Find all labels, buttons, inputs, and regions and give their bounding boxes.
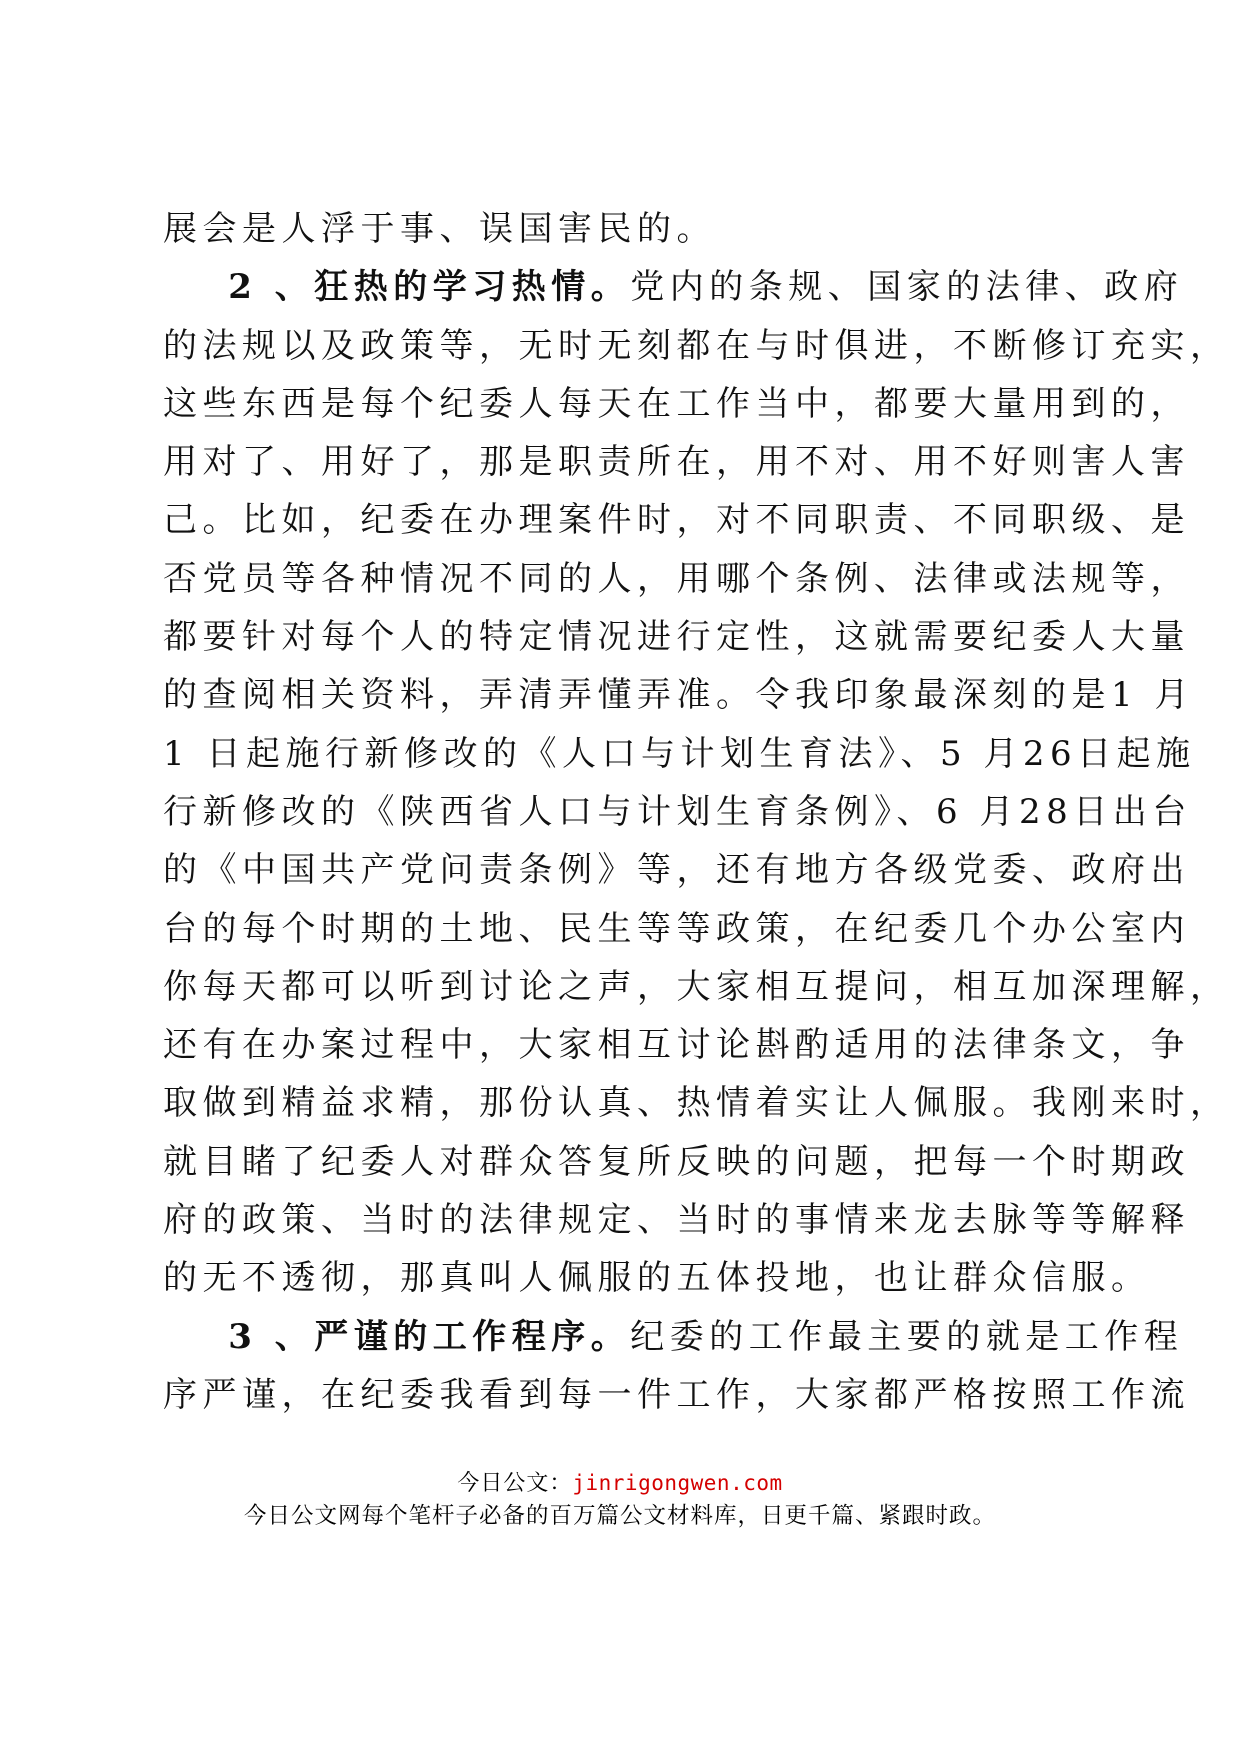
text-line: 己。比如，纪委在办理案件时，对不同职责、不同职级、是 bbox=[163, 500, 1190, 541]
text-line: 序严谨，在纪委我看到每一件工作，大家都严格按照工作流 bbox=[163, 1374, 1190, 1415]
text-line: 的查阅相关资料，弄清弄懂弄准。令我印象最深刻的是1 月 bbox=[163, 675, 1194, 716]
text-line: 1 日起施行新修改的《人口与计划生育法》、5 月26日起施 bbox=[163, 733, 1196, 774]
text-line: 用对了、用好了，那是职责所在，用不对、用不好则害人害 bbox=[163, 442, 1190, 483]
text-line: 这些东西是每个纪委人每天在工作当中，都要大量用到的， bbox=[163, 383, 1190, 424]
section-heading-line: 3 、严谨的工作程序。纪委的工作最主要的就是工作程 bbox=[228, 1316, 1184, 1357]
section-heading-3: 3 、严谨的工作程序。 bbox=[228, 1316, 631, 1357]
footer-site-label: 今日公文： bbox=[457, 1471, 573, 1496]
text-line: 的法规以及政策等，无时无刻都在与时俱进，不断修订充实， bbox=[163, 325, 1230, 366]
text-line: 你每天都可以听到讨论之声，大家相互提问，相互加深理解， bbox=[163, 966, 1230, 1007]
text-line: 展会是人浮于事、误国害民的。 bbox=[163, 209, 716, 249]
footer-site-url[interactable]: jinrigongwen.com bbox=[572, 1471, 783, 1495]
text-line: 府的政策、当时的法律规定、当时的事情来龙去脉等等解释 bbox=[163, 1200, 1190, 1241]
section-heading-2: 2 、狂热的学习热情。 bbox=[228, 267, 631, 308]
footer-site-line bbox=[0, 1466, 1240, 1497]
text-line: 取做到精益求精，那份认真、热情着实让人佩服。我刚来时， bbox=[163, 1083, 1230, 1124]
text-line: 的《中国共产党问责条例》等，还有地方各级党委、政府出 bbox=[163, 850, 1190, 891]
footer-slogan: 今日公文网每个笔杆子必备的百万篇公文材料库，日更千篇、紧跟时政。 bbox=[243, 1503, 996, 1529]
text-line: 都要针对每个人的特定情况进行定性，这就需要纪委人大量 bbox=[163, 617, 1190, 658]
section-heading-line: 2 、狂热的学习热情。党内的条规、国家的法律、政府 bbox=[228, 267, 1184, 308]
text-line: 就目睹了纪委人对群众答复所反映的问题，把每一个时期政 bbox=[163, 1141, 1190, 1182]
text-line: 否党员等各种情况不同的人，用哪个条例、法律或法规等， bbox=[163, 558, 1190, 599]
document-body bbox=[163, 200, 1230, 1424]
text-line: 的无不透彻，那真叫人佩服的五体投地，也让群众信服。 bbox=[163, 1258, 1151, 1299]
text-line: 台的每个时期的土地、民生等等政策，在纪委几个办公室内 bbox=[163, 908, 1190, 949]
text-line: 还有在办案过程中，大家相互讨论斟酌适用的法律条文，争 bbox=[163, 1025, 1190, 1066]
text-line: 行新修改的《陕西省人口与计划生育条例》、6 月28日出台 bbox=[163, 791, 1192, 832]
